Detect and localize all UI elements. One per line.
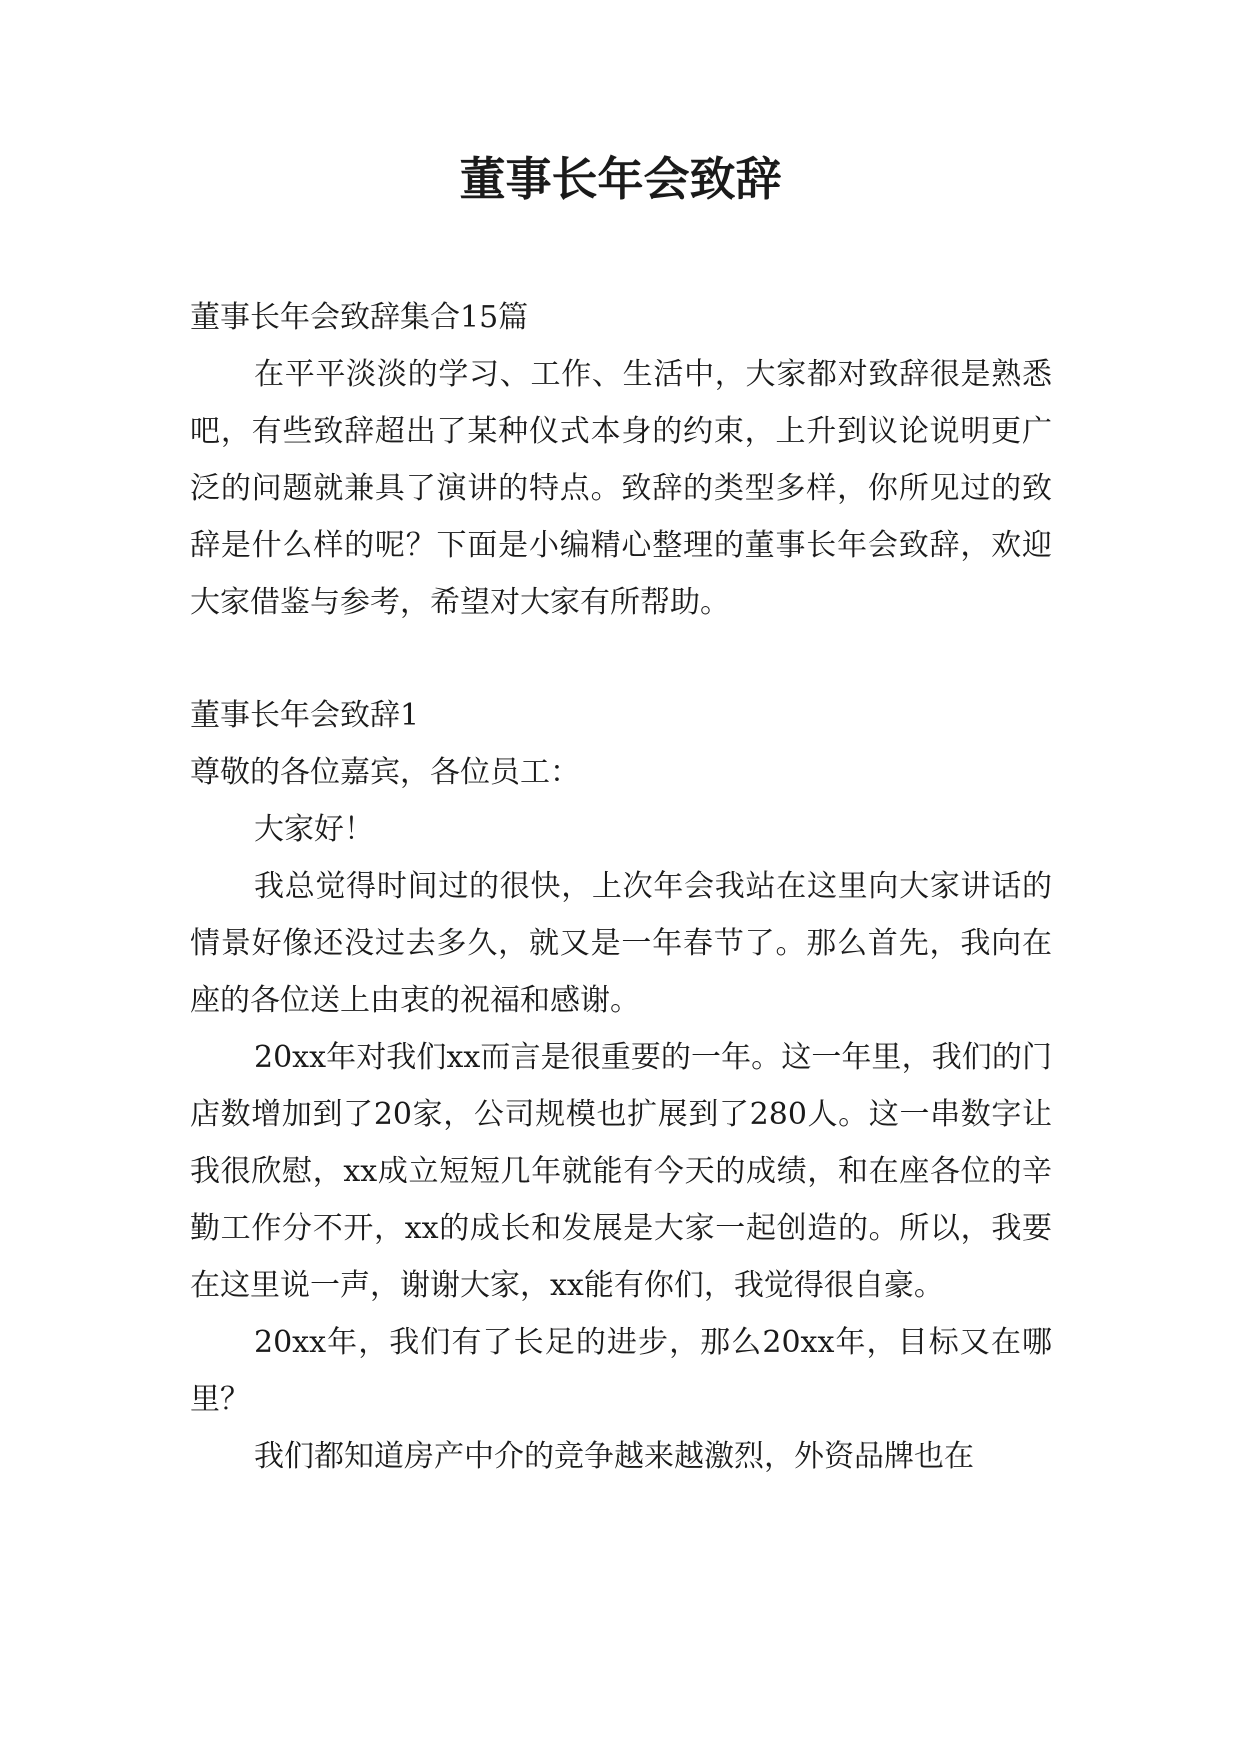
- section-heading: 董事长年会致辞1: [190, 698, 420, 733]
- document-body: [190, 289, 1052, 1485]
- body-paragraph: 我们都知道房产中介的竞争越来越激烈，外资品牌也在: [254, 1439, 974, 1474]
- body-paragraph: 我总觉得时间过的很快，上次年会我站在这里向大家讲话的情景好像还没过去多久，就又是一年春节了。那么首先，我向在座的各位送上由衷的祝福和感谢。: [190, 869, 1052, 1018]
- document-title: 董事长年会致辞: [459, 152, 782, 206]
- body-paragraph: 20xx年，我们有了长足的进步，那么20xx年，目标又在哪里？: [190, 1325, 1052, 1417]
- body-paragraph: 20xx年对我们xx而言是很重要的一年。这一年里，我们的门店数增加到了20家，公司规模也扩展到了280人。这一串数字让我很欣慰，xx成立短短几年就能有今天的成绩，和在座各位的辛勤工作分不开，xx的成长和发展是大家一起创造的。所以，我要在这里说一声，谢谢大家，xx能有你们，我觉得很自豪。: [190, 1040, 1052, 1303]
- collection-heading: 董事长年会致辞集合15篇: [190, 300, 529, 335]
- salutation: 尊敬的各位嘉宾，各位员工：: [190, 755, 580, 790]
- intro-paragraph: 在平平淡淡的学习、工作、生活中，大家都对致辞很是熟悉吧，有些致辞超出了某种仪式本身的约束，上升到议论说明更广泛的问题就兼具了演讲的特点。致辞的类型多样，你所见过的致辞是什么样的呢？下面是小编精心整理的董事长年会致辞，欢迎大家借鉴与参考，希望对大家有所帮助。: [190, 357, 1052, 620]
- greeting: 大家好！: [254, 812, 374, 847]
